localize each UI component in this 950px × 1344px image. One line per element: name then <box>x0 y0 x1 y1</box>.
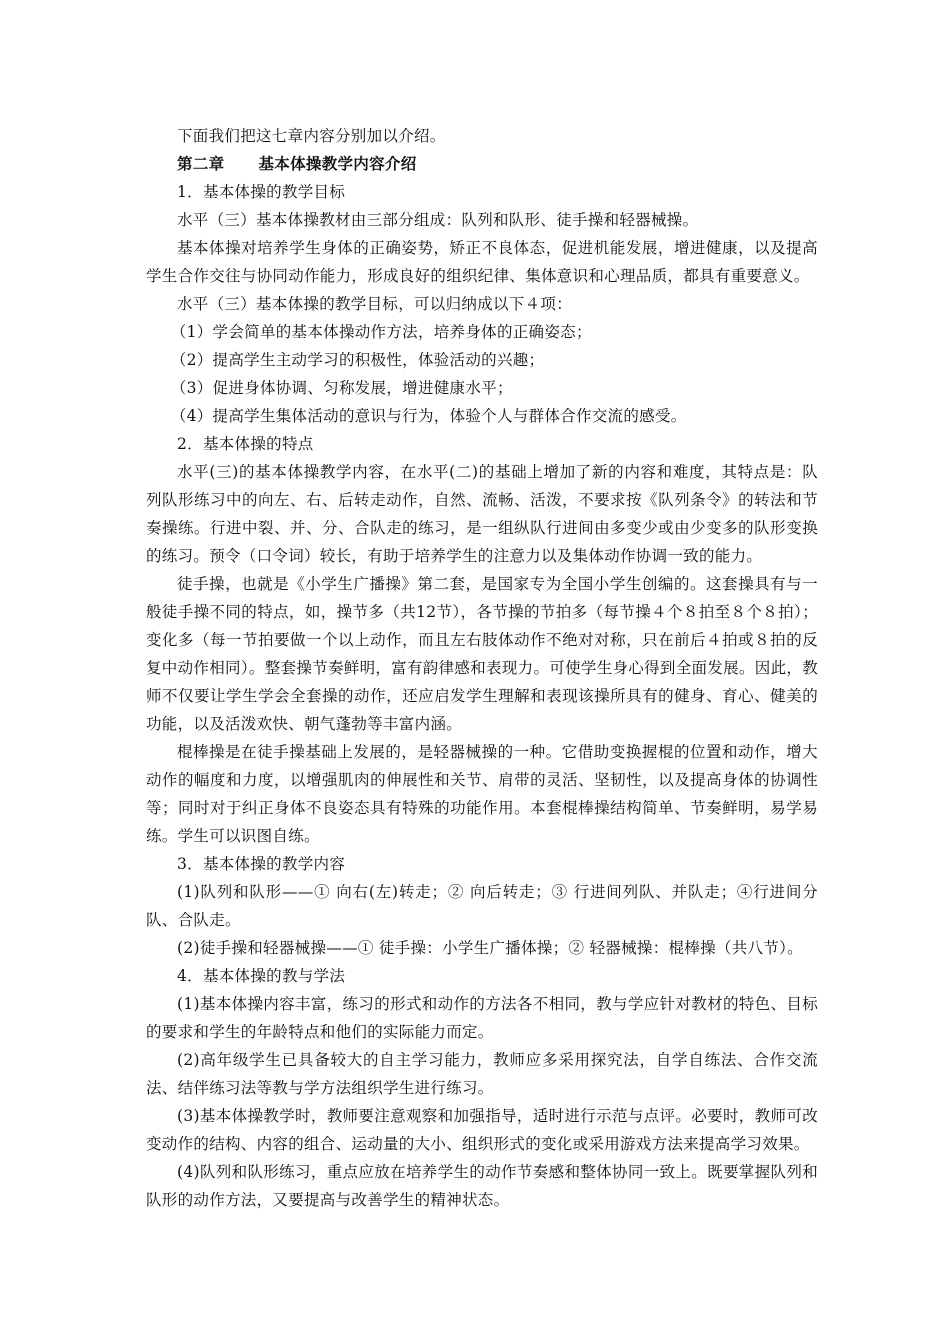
document-body <box>146 122 818 1214</box>
paragraph: 下面我们把这七章内容分别加以介绍。 <box>177 127 446 145</box>
paragraph: (1)基本体操内容丰富，练习的形式和动作的方法各不相同，教与学应针对教材的特色、目标的要求和学生的年龄特点和他们的实际能力而定。 <box>146 995 818 1041</box>
paragraph: 徒手操，也就是《小学生广播操》第二套，是国家专为全国小学生创编的。这套操具有与一般徒手操不同的特点，如，操节多（共12节），各节操的节拍多（每节操４个８拍至８个８拍）；变化多（每一节拍要做一个以上动作，而且左右肢体动作不绝对对称，只在前后４拍或８拍的反复中动作相同）。整套操节奏鲜明，富有韵律感和表现力。可使学生身心得到全面发展。因此，教师不仅要让学生学会全套操的动作，还应启发学生理解和表现该操所具有的健身、育心、健美的功能，以及活泼欢快、朝气蓬勃等丰富内涵。 <box>146 575 818 733</box>
chapter-title: 基本体操教学内容介绍 <box>258 154 417 173</box>
paragraph: (1)队列和队形——① 向右(左)转走；② 向后转走；③ 行进间列队、并队走；④行进间分队、合队走。 <box>146 883 818 929</box>
list-item: （4）提高学生集体活动的意识与行为，体验个人与群体合作交流的感受。 <box>170 407 687 425</box>
paragraph: 1．基本体操的教学目标 <box>177 183 346 201</box>
paragraph: 水平(三)的基本体操教学内容，在水平(二)的基础上增加了新的内容和难度，其特点是：队列队形练习中的向左、右、后转走动作，自然、流畅、活泼，不要求按《队列条令》的转法和节奏操练。行进中裂、并、分、合队走的练习，是一组纵队行进间由多变少或由少变多的队形变换的练习。预令（口令词）较长，有助于培养学生的注意力以及集体动作协调一致的能力。 <box>146 463 818 565</box>
paragraph: 基本体操对培养学生身体的正确姿势，矫正不良体态，促进机能发展，增进健康，以及提高学生合作交往与协同动作能力，形成良好的组织纪律、集体意识和心理品质，都具有重要意义。 <box>146 239 818 285</box>
paragraph: 棍棒操是在徒手操基础上发展的，是轻器械操的一种。它借助变换握棍的位置和动作，增大动作的幅度和力度，以增强肌肉的伸展性和关节、肩带的灵活、坚韧性，以及提高身体的协调性等；同时对于纠正身体不良姿态具有特殊的功能作用。本套棍棒操结构简单、节奏鲜明，易学易练。学生可以识图自练。 <box>146 743 818 845</box>
paragraph: (4)队列和队形练习，重点应放在培养学生的动作节奏感和整体协同一致上。既要掌握队列和队形的动作方法，又要提高与改善学生的精神状态。 <box>146 1163 818 1209</box>
paragraph: 3．基本体操的教学内容 <box>177 855 346 873</box>
list-item: （2）提高学生主动学习的积极性，体验活动的兴趣； <box>170 351 545 369</box>
paragraph: (2)徒手操和轻器械操——① 徒手操：小学生广播体操；② 轻器械操：棍棒操（共八节）。 <box>177 939 803 957</box>
paragraph: 水平（三）基本体操教材由三部分组成：队列和队形、徒手操和轻器械操。 <box>177 211 699 229</box>
paragraph: 水平（三）基本体操的教学目标，可以归纳成以下４项： <box>177 295 573 313</box>
paragraph: 2．基本体操的特点 <box>177 435 314 453</box>
paragraph: (3)基本体操教学时，教师要注意观察和加强指导，适时进行示范与点评。必要时，教师可改变动作的结构、内容的组合、运动量的大小、组织形式的变化或采用游戏方法来提高学习效果。 <box>146 1107 818 1153</box>
list-item: （1）学会简单的基本体操动作方法，培养身体的正确姿态； <box>170 323 592 341</box>
paragraph: 4．基本体操的教与学法 <box>177 967 346 985</box>
chapter-number: 第二章 <box>177 154 225 173</box>
list-item: （3）促进身体协调、匀称发展，增进健康水平； <box>170 379 513 397</box>
paragraph: (2)高年级学生已具备较大的自主学习能力，教师应多采用探究法，自学自练法、合作交流法、结伴练习法等教与学方法组织学生进行练习。 <box>146 1051 818 1097</box>
chapter-heading <box>146 150 818 178</box>
